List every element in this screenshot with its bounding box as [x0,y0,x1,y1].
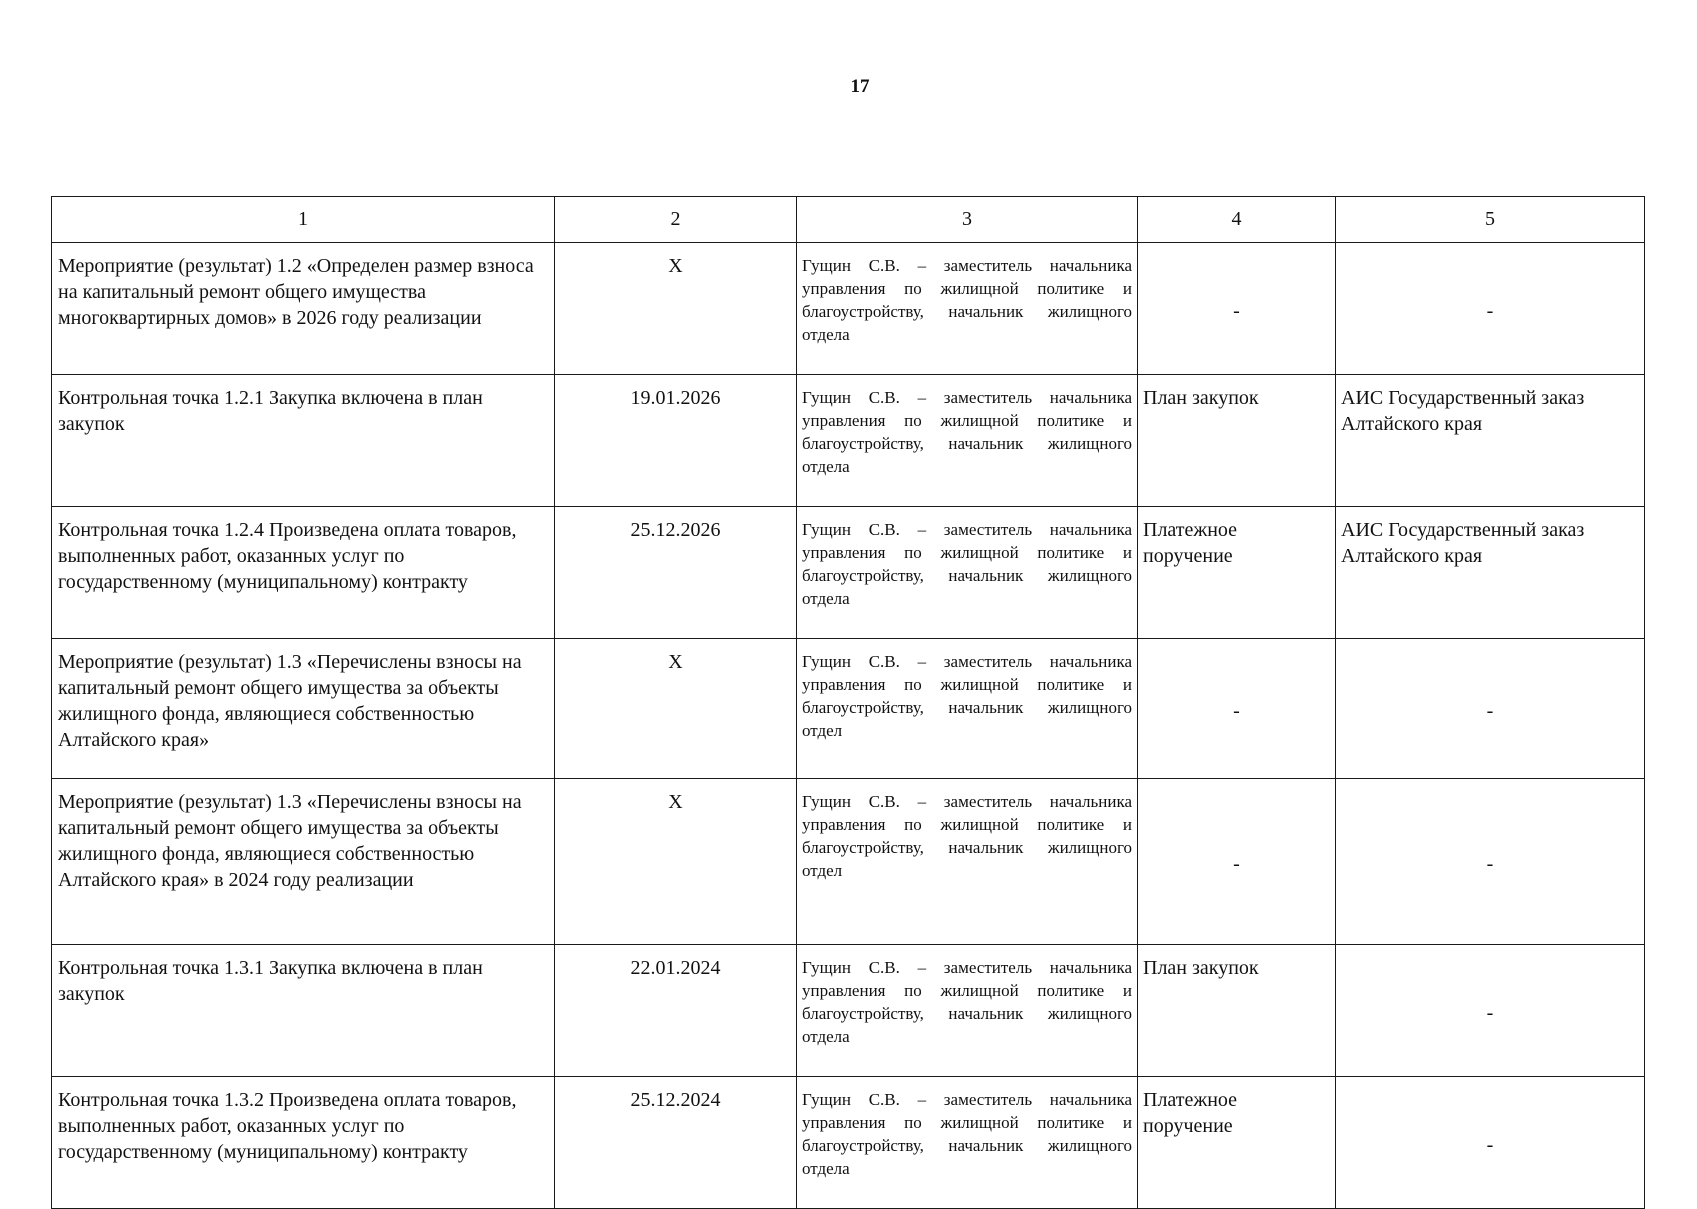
table-row [52,1077,1645,1209]
row-responsible-cell: Гущин С.В. – заместитель начальника управления по жилищной политике и благоустройству, начальник жилищного отдел [797,779,1138,945]
table-row [52,375,1645,507]
page-number: 17 [850,76,870,97]
table-row [52,945,1645,1077]
row-date-cell: 25.12.2024 [555,1077,797,1209]
row-responsible-cell: Гущин С.В. – заместитель начальника управления по жилищной политике и благоустройству, начальник жилищного отдела [797,243,1138,375]
column-header-1: 1 [52,197,555,243]
row-responsible-cell: Гущин С.В. – заместитель начальника управления по жилищной политике и благоустройству, начальник жилищного отдел [797,639,1138,779]
row-name-cell: Мероприятие (результат) 1.3 «Перечислены взносы на капитальный ремонт общего имущества за объекты жилищного фонда, являющиеся собственностью Алтайского края» [52,639,555,779]
table-header-row [52,197,1645,243]
row-system-cell: - [1336,1077,1645,1209]
row-name-cell: Контрольная точка 1.3.1 Закупка включена в план закупок [52,945,555,1077]
row-document-cell: Платежное поручение [1138,507,1336,639]
row-document-cell: Платежное поручение [1138,1077,1336,1209]
column-header-3: 3 [797,197,1138,243]
row-date-cell: 19.01.2026 [555,375,797,507]
control-points-table [51,196,1645,1209]
row-responsible-cell: Гущин С.В. – заместитель начальника управления по жилищной политике и благоустройству, начальник жилищного отдела [797,507,1138,639]
row-date-cell: X [555,779,797,945]
row-name-cell: Контрольная точка 1.3.2 Произведена оплата товаров, выполненных работ, оказанных услуг по государственному (муниципальному) контракту [52,1077,555,1209]
row-name-cell: Контрольная точка 1.2.1 Закупка включена в план закупок [52,375,555,507]
row-system-cell: АИС Государственный заказ Алтайского края [1336,375,1645,507]
table-row [52,639,1645,779]
row-date-cell: X [555,639,797,779]
row-name-cell: Контрольная точка 1.2.4 Произведена оплата товаров, выполненных работ, оказанных услуг по государственному (муниципальному) контракту [52,507,555,639]
column-header-5: 5 [1336,197,1645,243]
row-document-cell: - [1138,779,1336,945]
row-responsible-cell: Гущин С.В. – заместитель начальника управления по жилищной политике и благоустройству, начальник жилищного отдела [797,945,1138,1077]
row-responsible-cell: Гущин С.В. – заместитель начальника управления по жилищной политике и благоустройству, начальник жилищного отдела [797,1077,1138,1209]
row-document-cell: План закупок [1138,375,1336,507]
row-date-cell: 22.01.2024 [555,945,797,1077]
column-header-2: 2 [555,197,797,243]
row-document-cell: - [1138,243,1336,375]
table-row [52,507,1645,639]
column-header-4: 4 [1138,197,1336,243]
row-responsible-cell: Гущин С.В. – заместитель начальника управления по жилищной политике и благоустройству, начальник жилищного отдела [797,375,1138,507]
row-system-cell: - [1336,243,1645,375]
table-row [52,243,1645,375]
row-system-cell: - [1336,639,1645,779]
table-row [52,779,1645,945]
row-system-cell: АИС Государственный заказ Алтайского края [1336,507,1645,639]
row-name-cell: Мероприятие (результат) 1.2 «Определен размер взноса на капитальный ремонт общего имущества многоквартирных домов» в 2026 году реализации [52,243,555,375]
row-system-cell: - [1336,945,1645,1077]
row-name-cell: Мероприятие (результат) 1.3 «Перечислены взносы на капитальный ремонт общего имущества за объекты жилищного фонда, являющиеся собственностью Алтайского края» в 2024 году реализации [52,779,555,945]
row-document-cell: - [1138,639,1336,779]
row-document-cell: План закупок [1138,945,1336,1077]
row-date-cell: X [555,243,797,375]
row-system-cell: - [1336,779,1645,945]
row-date-cell: 25.12.2026 [555,507,797,639]
